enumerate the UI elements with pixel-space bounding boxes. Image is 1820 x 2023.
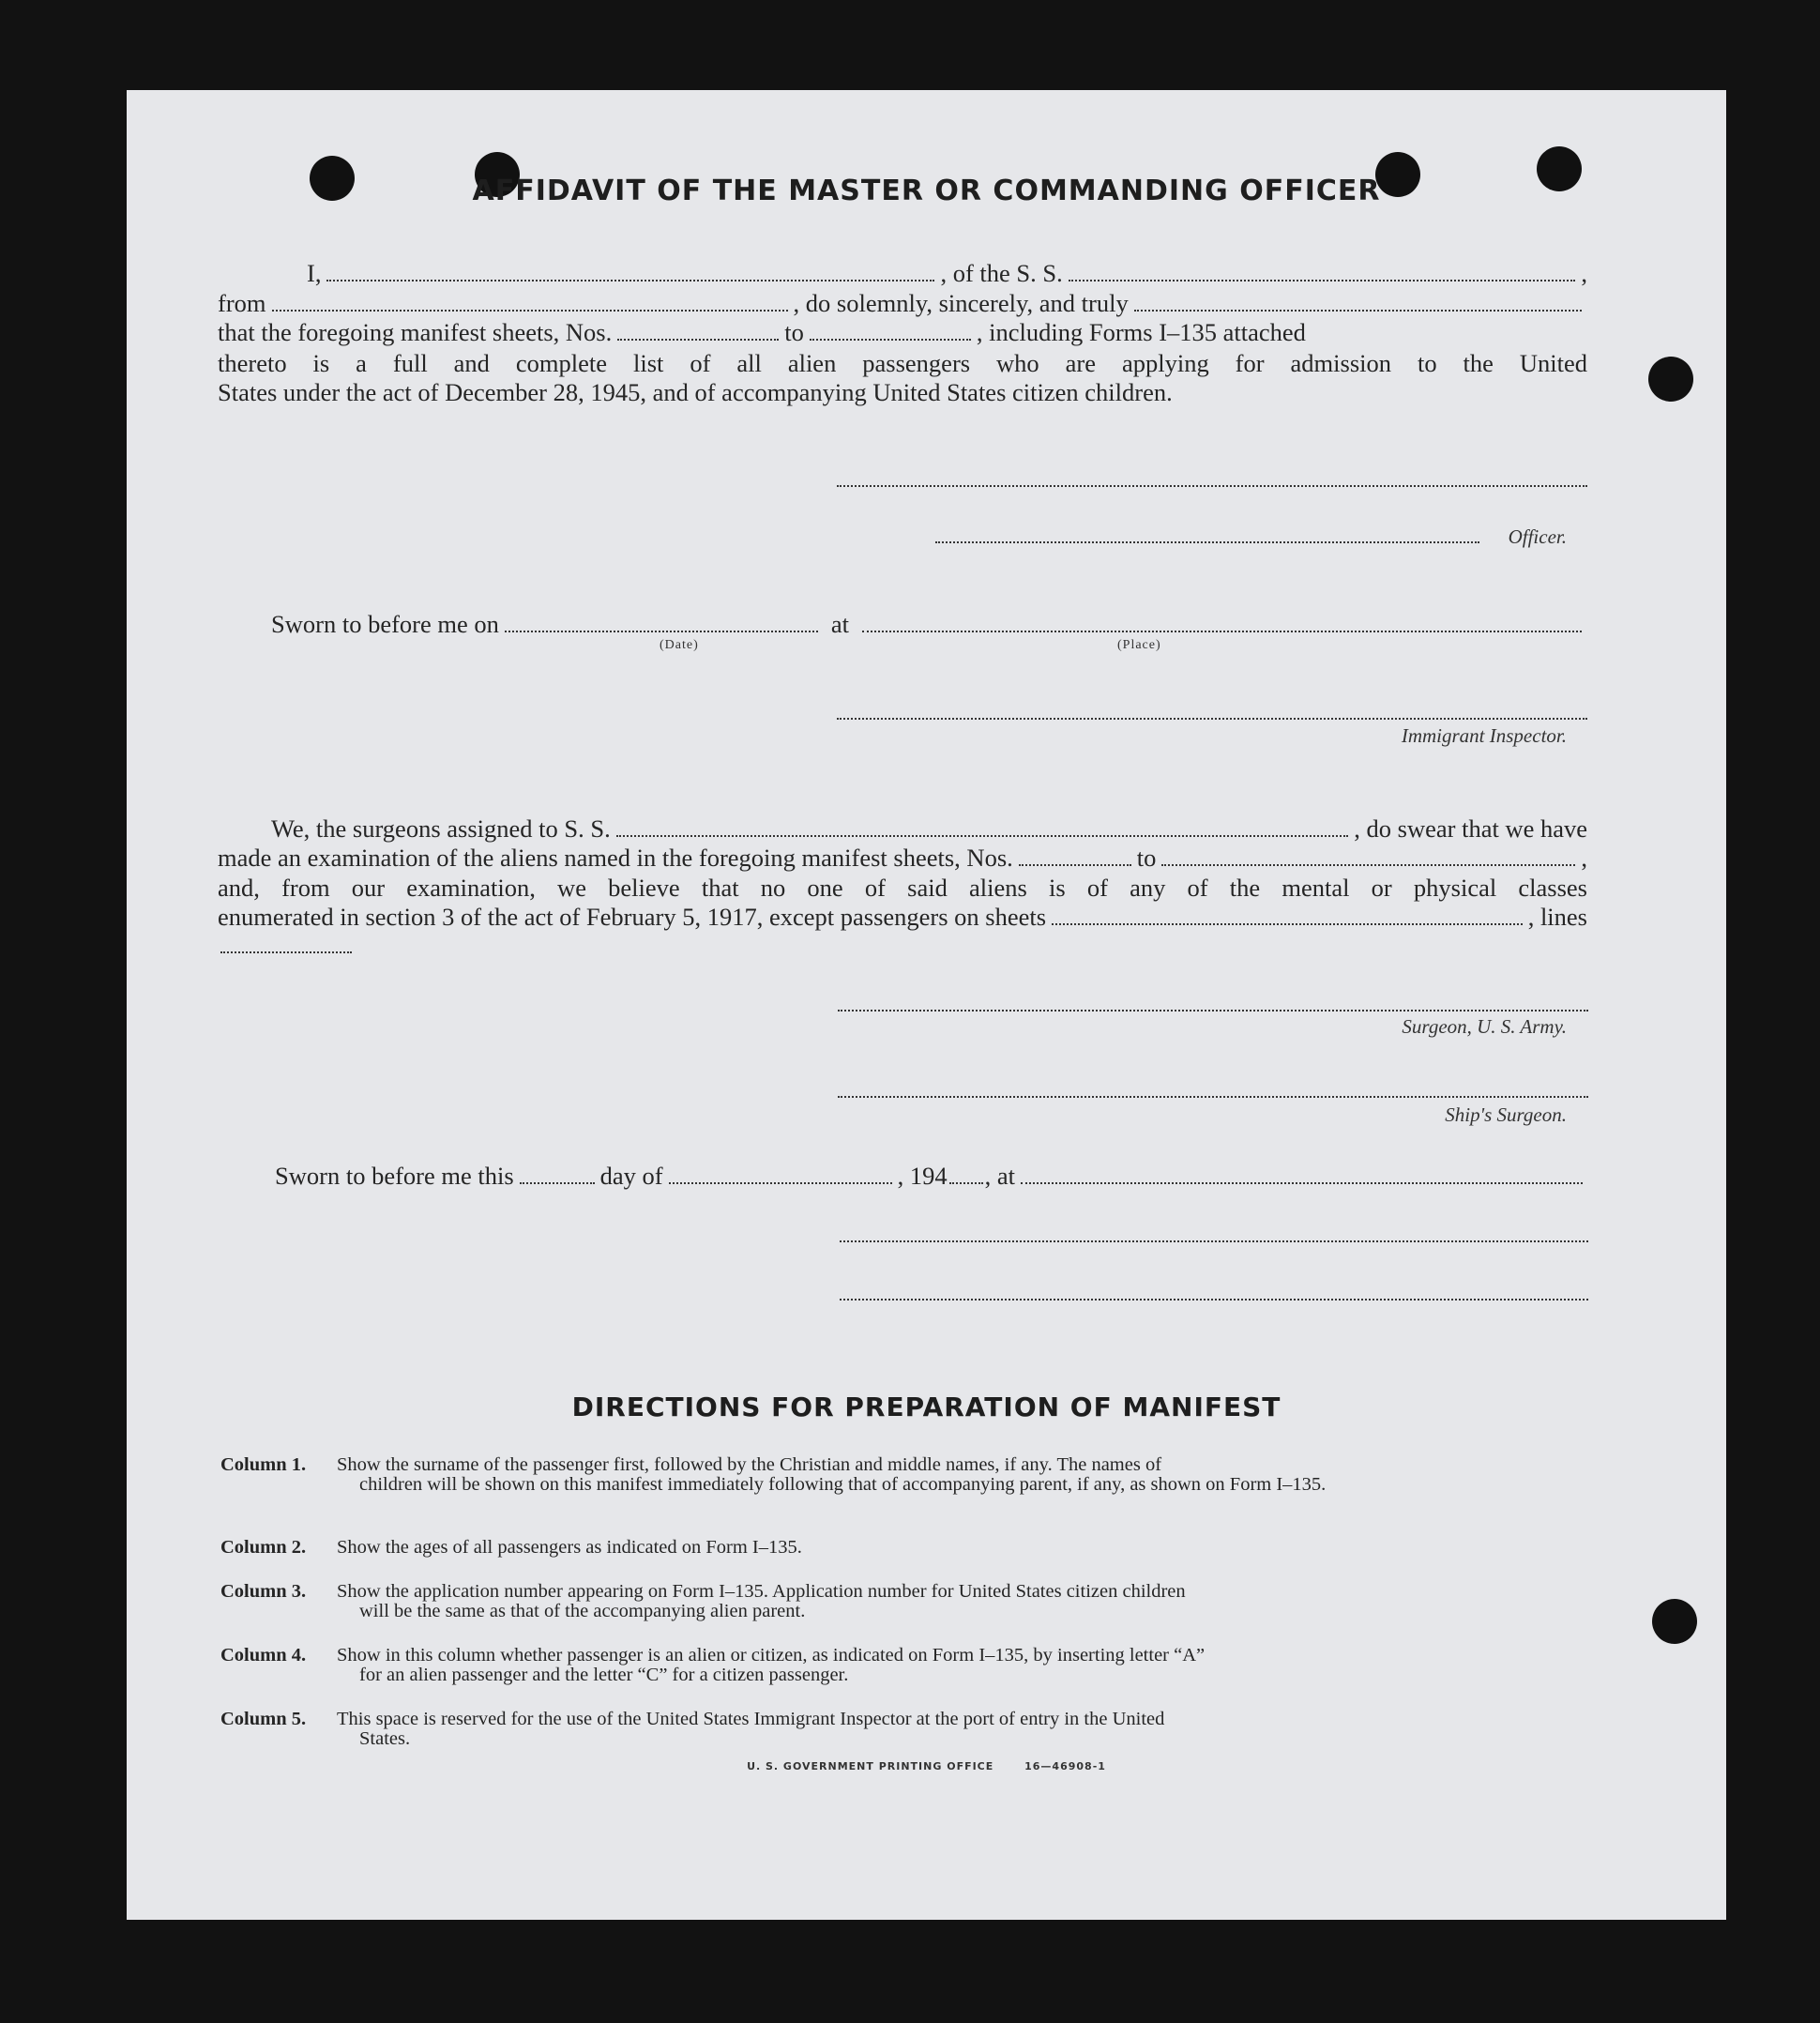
- sworn2-at: , at: [984, 1162, 1015, 1190]
- document-page: [127, 90, 1726, 1920]
- ships-surgeon-signature-line[interactable]: [838, 1096, 1588, 1098]
- sworn2-year-field[interactable]: [949, 1181, 983, 1184]
- direction-item-3: [220, 1582, 1459, 1621]
- inspector-signature-line[interactable]: [837, 718, 1587, 720]
- direction-item-2: [220, 1538, 1459, 1558]
- surgeons-swear: , do swear that we have: [1354, 814, 1587, 843]
- direction-label: Column 2.: [220, 1537, 307, 1558]
- inspector-label: Immigrant Inspector.: [1401, 724, 1567, 747]
- form-number: 16—46908-1: [1024, 1760, 1106, 1772]
- direction-text-cont: children will be shown on this manifest immediately following that of accompanying parent, if any, as shown on Form I–135.: [359, 1474, 1327, 1495]
- surgeons-enumerated: enumerated in section 3 of the act of February 5, 1917, except passengers on sheets: [218, 903, 1047, 931]
- ships-surgeon-label: Ship's Surgeon.: [1445, 1103, 1567, 1126]
- direction-label: Column 3.: [220, 1581, 307, 1602]
- sworn2-day-field[interactable]: [520, 1181, 595, 1184]
- direction-text: Show the ages of all passengers as indicated on Form I–135.: [337, 1537, 802, 1558]
- exam-sheets-to-field[interactable]: [1161, 863, 1575, 866]
- army-surgeon-label: Surgeon, U. S. Army.: [1402, 1015, 1567, 1038]
- affidavit-line-4: thereto is a full and complete list of all alien passengers who are applying for admission to the United: [218, 349, 1587, 377]
- direction-text-cont: will be the same as that of the accompanying alien parent.: [359, 1601, 806, 1621]
- sworn2-month-field[interactable]: [669, 1181, 892, 1184]
- direction-text: Show in this column whether passenger is an alien or citizen, as indicated on Form I–135, by inserting letter “A”: [337, 1645, 1206, 1666]
- affidavit-comma: ,: [1581, 259, 1587, 287]
- affidavit-forms: , including Forms I–135 attached: [976, 318, 1306, 346]
- ship-name-field[interactable]: [1069, 279, 1576, 281]
- direction-text: This space is reserved for the use of the United States Immigrant Inspector at the port of entry in the United: [337, 1709, 1165, 1729]
- sworn2-title-line[interactable]: [840, 1299, 1588, 1300]
- direction-item-5: [220, 1710, 1459, 1749]
- officer-label: Officer.: [1508, 525, 1567, 548]
- sworn-at: at: [830, 610, 849, 638]
- surgeons-line-4: [218, 903, 1587, 932]
- port-from-field[interactable]: [272, 309, 788, 312]
- printer-name: U. S. GOVERNMENT PRINTING OFFICE: [747, 1760, 994, 1772]
- officer-signature-line[interactable]: [837, 485, 1587, 487]
- army-surgeon-signature-line[interactable]: [838, 1010, 1588, 1012]
- surgeons-assigned: We, the surgeons assigned to S. S.: [271, 814, 611, 843]
- surgeons-exam: made an examination of the aliens named in the foregoing manifest sheets, Nos.: [218, 844, 1013, 872]
- direction-label: Column 4.: [220, 1645, 307, 1666]
- except-sheets-field[interactable]: [1052, 922, 1523, 925]
- sworn-line-1: [271, 610, 1587, 639]
- direction-text-cont: for an alien passenger and the letter “C” for a citizen passenger.: [359, 1665, 849, 1685]
- place-caption: (Place): [1117, 638, 1161, 652]
- direction-text-cont: States.: [359, 1728, 411, 1749]
- sworn2-year: , 194: [897, 1162, 948, 1190]
- sworn2-day-of: day of: [599, 1162, 663, 1190]
- affidavit-line-3: [218, 318, 1587, 347]
- direction-text: Show the surname of the passenger first, followed by the Christian and middle names, if any. The names of: [337, 1454, 1162, 1475]
- directions-title: DIRECTIONS FOR PREPARATION OF MANIFEST: [571, 1392, 1282, 1422]
- affidavit-line-2: [218, 289, 1587, 318]
- direction-item-1: [220, 1455, 1459, 1495]
- sheets-to-field[interactable]: [810, 338, 971, 341]
- direction-label: Column 5.: [220, 1709, 307, 1729]
- affidavit-swear: , do solemnly, sincerely, and truly: [793, 289, 1129, 317]
- surgeon-ship-field[interactable]: [616, 834, 1349, 837]
- affidavit-i: I,: [307, 259, 322, 287]
- exam-sheets-from-field[interactable]: [1019, 863, 1131, 866]
- affidavit-line-5: States under the act of December 28, 1945, and of accompanying United States citizen children.: [218, 378, 1173, 406]
- sworn-date-field[interactable]: [505, 630, 818, 632]
- punch-hole: [1652, 1599, 1697, 1644]
- surgeons-to: to: [1136, 844, 1157, 872]
- surgeons-lines: , lines: [1527, 903, 1587, 931]
- date-caption: (Date): [660, 638, 699, 652]
- sworn2-prefix: Sworn to before me this: [275, 1162, 514, 1190]
- affidavit-sheets: that the foregoing manifest sheets, Nos.: [218, 318, 613, 346]
- affidavit-to: to: [784, 318, 804, 346]
- affirm-field[interactable]: [1134, 309, 1582, 312]
- master-name-field[interactable]: [326, 279, 934, 281]
- sworn2-place-field[interactable]: [1021, 1181, 1583, 1184]
- direction-item-4: [220, 1646, 1459, 1685]
- surgeons-line-2: [218, 844, 1587, 873]
- sworn2-signature-line[interactable]: [840, 1240, 1588, 1242]
- surgeons-line-1: [271, 814, 1587, 844]
- sworn-line-2: [275, 1162, 1588, 1191]
- sheets-from-field[interactable]: [617, 338, 779, 341]
- punch-hole: [1648, 357, 1693, 402]
- affidavit-from: from: [218, 289, 266, 317]
- affidavit-of-ss: , of the S. S.: [940, 259, 1063, 287]
- surgeons-line-3: and, from our examination, we believe that no one of said aliens is of any of the mental or physical classes: [218, 874, 1587, 902]
- direction-text: Show the application number appearing on Form I–135. Application number for United States citizen children: [337, 1581, 1186, 1602]
- sworn-prefix: Sworn to before me on: [271, 610, 499, 638]
- surgeons-comma: ,: [1581, 844, 1587, 872]
- except-lines-field[interactable]: [220, 951, 352, 953]
- affidavit-title: AFFIDAVIT OF THE MASTER OR COMMANDING OFFICER: [472, 175, 1381, 207]
- sworn-place-field[interactable]: [862, 630, 1582, 632]
- affidavit-line-1: [265, 259, 1587, 288]
- printer-footer: [127, 1760, 1726, 1772]
- direction-label: Column 1.: [220, 1454, 307, 1475]
